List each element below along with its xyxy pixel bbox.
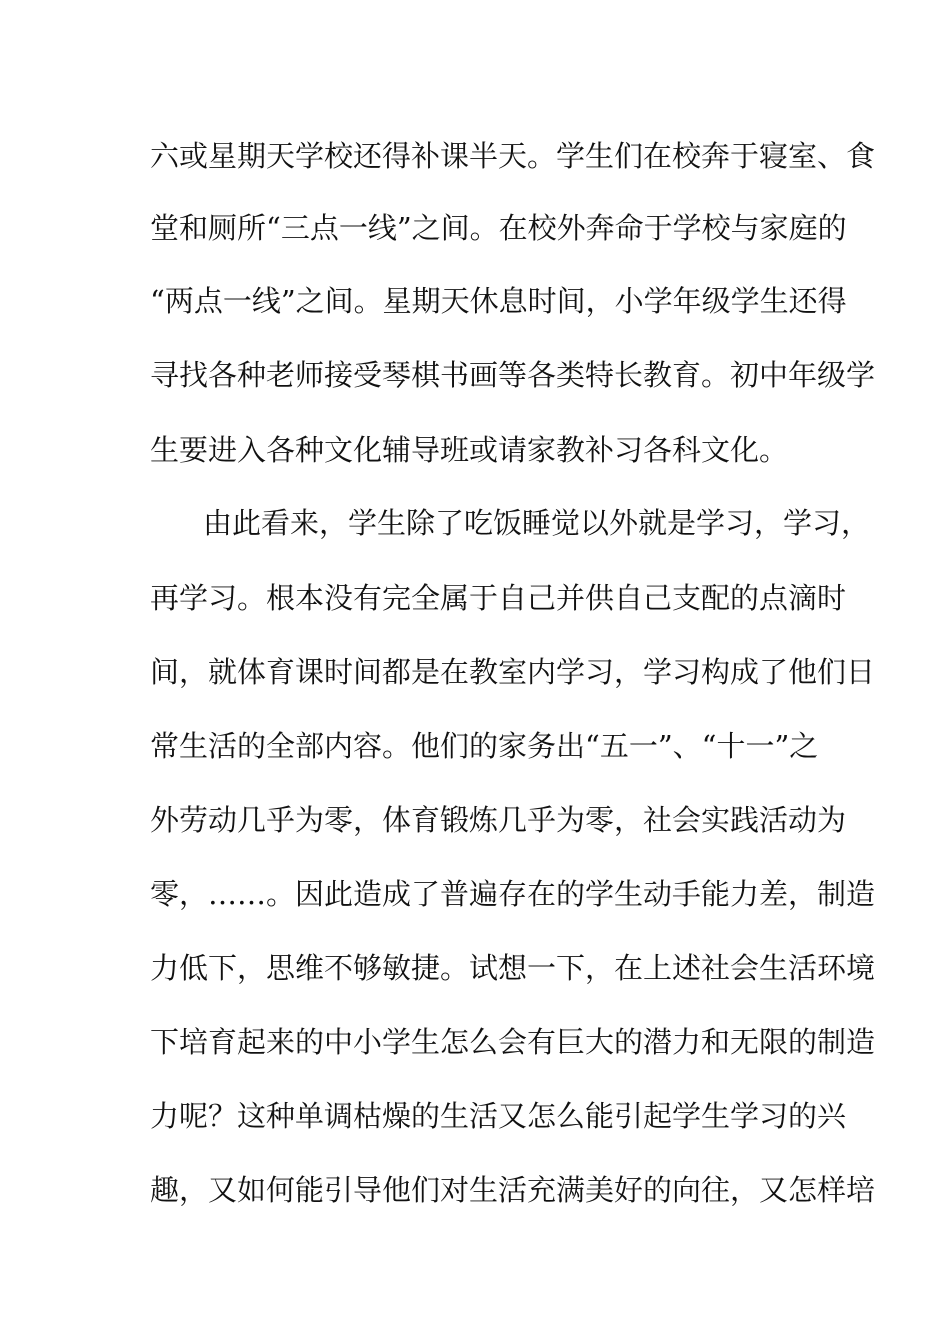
text-line: 外劳动几乎为零，体育锻炼几乎为零，社会实践活动为 bbox=[150, 803, 847, 837]
text-line: 下培育起来的中小学生怎么会有巨大的潜力和无限的制造 bbox=[150, 1025, 876, 1059]
text-line: 生要进入各种文化辅导班或请家教补习各科文化。 bbox=[150, 433, 789, 467]
text-line: “两点一线”之间。星期天休息时间，小学年级学生还得 bbox=[150, 284, 847, 318]
text-line: 力呢？这种单调枯燥的生活又怎么能引起学生学习的兴 bbox=[150, 1099, 847, 1133]
text-line: 堂和厕所“三点一线”之间。在校外奔命于学校与家庭的 bbox=[150, 211, 847, 245]
text-line: 常生活的全部内容。他们的家务出“五一”、“十一”之 bbox=[150, 729, 819, 763]
text-line: 六或星期天学校还得补课半天。学生们在校奔于寝室、食 bbox=[150, 139, 876, 173]
text-line: 寻找各种老师接受琴棋书画等各类特长教育。初中年级学 bbox=[150, 358, 876, 392]
text-line: 零，……。因此造成了普遍存在的学生动手能力差，制造 bbox=[150, 877, 876, 911]
text-line: 再学习。根本没有完全属于自己并供自己支配的点滴时 bbox=[150, 581, 847, 615]
text-line: 间，就体育课时间都是在教室内学习，学习构成了他们日 bbox=[150, 655, 876, 689]
text-line: 力低下，思维不够敏捷。试想一下，在上述社会生活环境 bbox=[150, 951, 876, 985]
text-line: 由此看来，学生除了吃饭睡觉以外就是学习，学习， bbox=[203, 506, 871, 540]
text-line: 趣，又如何能引导他们对生活充满美好的向往，又怎样培 bbox=[150, 1173, 876, 1207]
